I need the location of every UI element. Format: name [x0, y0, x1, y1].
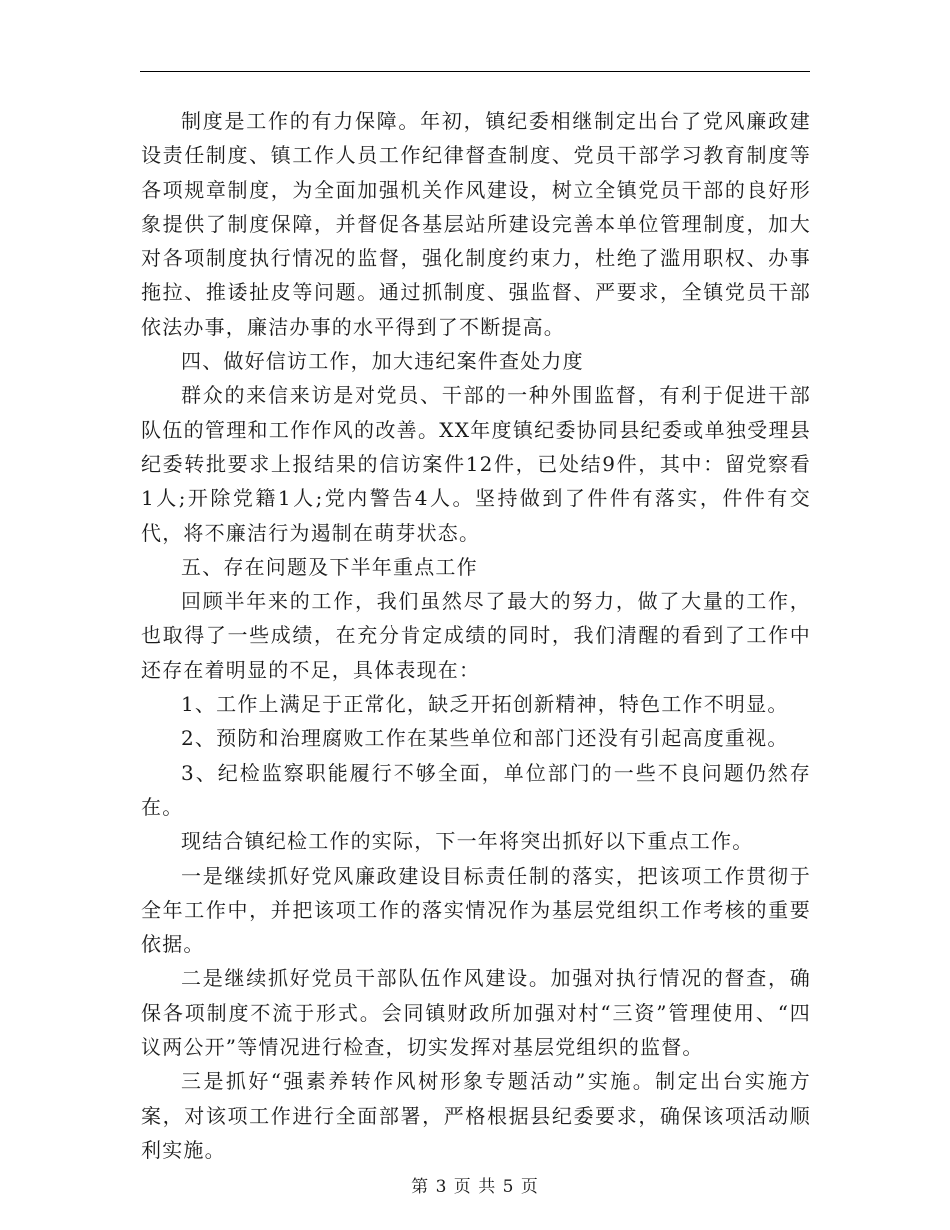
list-item: 1、工作上满足于正常化，缺乏开拓创新精神，特色工作不明显。 [181, 692, 789, 717]
page-label-suffix: 页 [520, 1177, 539, 1197]
paragraph: 制度是工作的有力保障。年初，镇纪委相继制定出台了党风廉政建设责任制度、镇工作人员工作纪律督查制度、党员干部学习教育制度等各项规章制度，为全面加强机关作风建设，树立全镇党员干部的良好形象提供了制度保障，并督促各基层站所建设完善本单位管理制度，加大对各项制度执行情况的监督，强化制度约束力，杜绝了滥用职权、办事拖拉、推诿扯皮等问题。通过抓制度、强监督、严要求，全镇党员干部依法办事，廉洁办事的水平得到了不断提高。 [141, 109, 811, 339]
paragraph: 一是继续抓好党风廉政建设目标责任制的落实，把该项工作贯彻于全年工作中，并把该项工作的落实情况作为基层党组织工作考核的重要依据。 [141, 863, 811, 957]
list-item: 3、纪检监察职能履行不够全面，单位部门的一些不良问题仍然存在。 [141, 760, 811, 819]
total-pages-number: 5 [502, 1177, 515, 1197]
document-body [141, 104, 811, 1167]
page-footer [0, 1172, 950, 1197]
paragraph: 三是抓好“强素养转作风树形象专题活动”实施。制定出台实施方案，对该项工作进行全面部署，严格根据县纪委要求，确保该项活动顺利实施。 [141, 1069, 811, 1162]
paragraph: 二是继续抓好党员干部队伍作风建设。加强对执行情况的督查，确保各项制度不流于形式。会同镇财政所加强对村“三资”管理使用、“四议两公开”等情况进行检查，切实发挥对基层党组织的监督。 [141, 966, 811, 1060]
page-label-mid: 页 共 [453, 1177, 497, 1197]
header-rule [140, 71, 810, 72]
paragraph: 群众的来信来访是对党员、干部的一种外围监督，有利于促进干部队伍的管理和工作作风的改善。XX年度镇纪委协同县纪委或单独受理县纪委转批要求上报结果的信访案件12件，已处结9件，其中：留党察看1人;开除党籍1人;党内警告4人。坚持做到了件件有落实，件件有交代，将不廉洁行为遏制在萌芽状态。 [141, 383, 811, 545]
paragraph: 回顾半年来的工作，我们虽然尽了最大的努力，做了大量的工作，也取得了一些成绩，在充分肯定成绩的同时，我们清醒的看到了工作中还存在着明显的不足，具体表现在： [141, 589, 811, 682]
current-page-number: 3 [435, 1177, 448, 1197]
section-heading: 五、存在问题及下半年重点工作 [181, 554, 478, 579]
list-item: 2、预防和治理腐败工作在某些单位和部门还没有引起高度重视。 [181, 726, 789, 751]
page-label-prefix: 第 [411, 1177, 430, 1197]
paragraph: 现结合镇纪检工作的实际，下一年将突出抓好以下重点工作。 [181, 829, 754, 854]
section-heading: 四、做好信访工作，加大违纪案件查处力度 [181, 349, 584, 374]
